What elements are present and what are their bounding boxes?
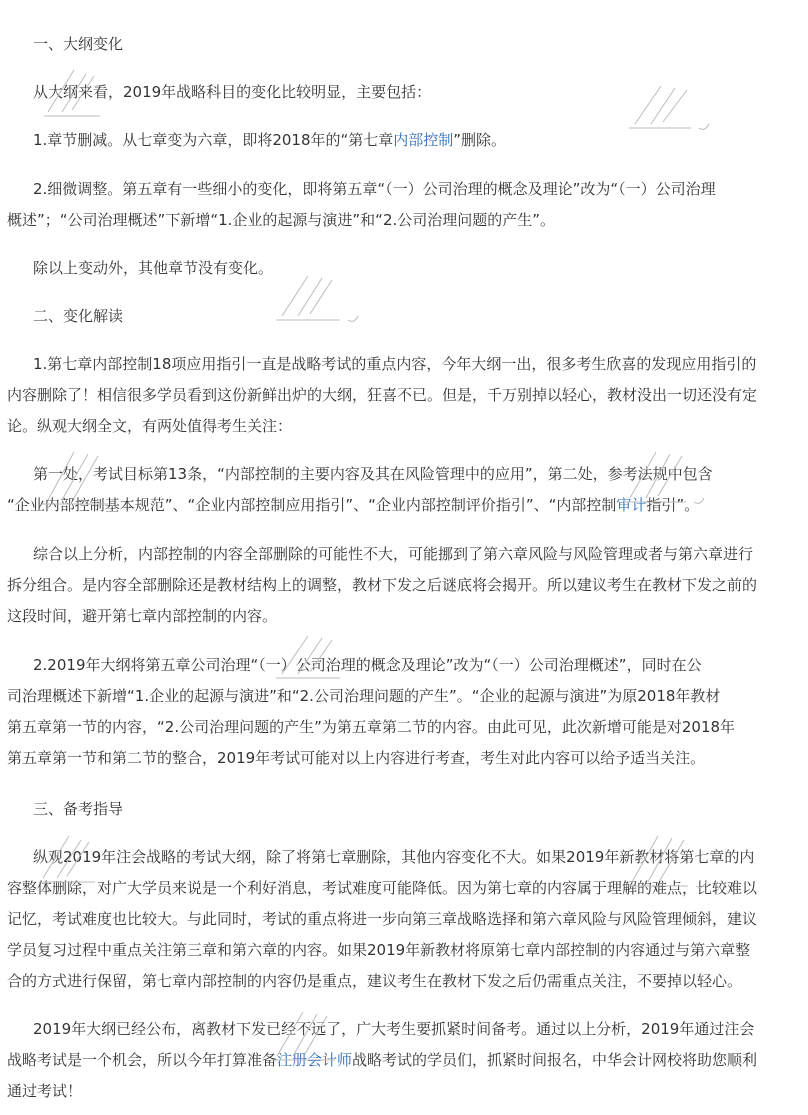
section2-p4-line3: 第五章第一节的内容，“2.公司治理问题的产生”为第五章第二节的内容。由此可见，此次新增可能是对2018年 [7,718,736,736]
p2s3-text-a: 战略考试是一个机会，所以今年打算准备 [7,1051,278,1069]
section-heading-outline-changes: 一、大纲变化 [33,35,124,53]
section3-p2-line1: 2019年大纲已经公布，离教材下发已经不远了，广大考生要抓紧时间备考。通过以上分析，2019年通过注会 [33,1020,755,1038]
section2-p4-line2: 司治理概述下新增“1.企业的起源与演进”和“2.公司治理问题的产生”。“企业的起源与演进”为原2018年教材 [7,687,721,705]
section2-p2-line1: 第一处，考试目标第13条，“内部控制的主要内容及其在风险管理中的应用”，第二处，参考法规中包含 [33,465,713,483]
section2-p3-line2: 拆分组合。是内容全部删除还是教材结构上的调整，教材下发之后谜底将会揭开。所以建议考生在教材下发之前的 [7,576,758,594]
audit-link[interactable]: 审计 [616,496,647,514]
section3-p1-line1: 纵观2019年注会战略的考试大纲，除了将第七章删除，其他内容变化不大。如果2019年新教材将第七章的内 [33,848,755,866]
section1-item2-line2: 概述”；“公司治理概述”下新增“1.企业的起源与演进”和“2.公司治理问题的产生”。 [7,211,556,229]
cpa-link[interactable]: 注册会计师 [277,1051,353,1069]
section1-intro: 从大纲来看，2019年战略科目的变化比较明显，主要包括： [33,83,432,101]
item1-text-b: ”删除。 [453,131,507,149]
section2-p2-line2 [7,491,699,519]
section3-p2-line2 [7,1046,757,1074]
section2-p1-line1: 1.第七章内部控制18项应用指引一直是战略考试的重点内容，今年大纲一出，很多考生欣喜的发现应用指引的 [33,355,757,373]
internal-control-link[interactable]: 内部控制 [393,131,454,149]
section2-p1-line2: 内容删除了！相信很多学员看到这份新鲜出炉的大纲，狂喜不已。但是，千万别掉以轻心，教材没出一切还没有定 [7,386,758,404]
section3-p1-line2: 容整体删除，对广大学员来说是一个利好消息，考试难度可能降低。因为第七章的内容属于理解的难点，比较难以 [7,879,758,897]
p2-text-b: 指引”。 [646,496,700,514]
section1-closing: 除以上变动外，其他章节没有变化。 [33,259,274,277]
section3-p1-line5: 合的方式进行保留，第七章内部控制的内容仍是重点，建议考生在教材下发之后仍需重点关注，不要掉以轻心。 [7,972,743,990]
section3-p1-line4: 学员复习过程中重点关注第三章和第六章的内容。如果2019年新教材将原第七章内部控制的内容通过与第六章整 [7,941,751,959]
section3-p1-line3: 记忆，考试难度也比较大。与此同时，考试的重点将进一步向第三章战略选择和第六章风险与风险管理倾斜，建议 [7,910,758,928]
watermark-mark [270,268,370,332]
watermark-mark [625,80,725,140]
section2-p4-line4: 第五章第一节和第二节的整合，2019年考试可能对以上内容进行考查，考生对此内容可以给予适当关注。 [7,749,706,767]
section1-item1 [33,126,506,154]
section-heading-interpretation: 二、变化解读 [33,307,124,325]
section2-p1-line3: 论。纵观大纲全文，有两处值得考生关注： [7,417,293,435]
section3-p2-line3: 通过考试！ [7,1082,83,1100]
section-heading-exam-guide: 三、备考指导 [33,800,124,818]
p2s3-text-b: 战略考试的学员们，抓紧时间报名，中华会计网校将助您顺利 [352,1051,758,1069]
section2-p3-line3: 这段时间，避开第七章内部控制的内容。 [7,607,278,625]
section2-p4-line1: 2.2019年大纲将第五章公司治理“（一）公司治理的概念及理论”改为“（一）公司治理概述”，同时在公 [33,656,702,674]
p2-text-a: “企业内部控制基本规范”、“企业内部控制应用指引”、“企业内部控制评价指引”、“内部控制 [7,496,617,514]
section1-item2-line1: 2.细微调整。第五章有一些细小的变化，即将第五章“（一）公司治理的概念及理论”改为“（一）公司治理 [33,180,716,198]
section2-p3-line1: 综合以上分析，内部控制的内容全部删除的可能性不大，可能挪到了第六章风险与风险管理或者与第六章进行 [33,545,754,563]
item1-text-a: 1.章节删减。从七章变为六章，即将2018年的“第七章 [33,131,394,149]
